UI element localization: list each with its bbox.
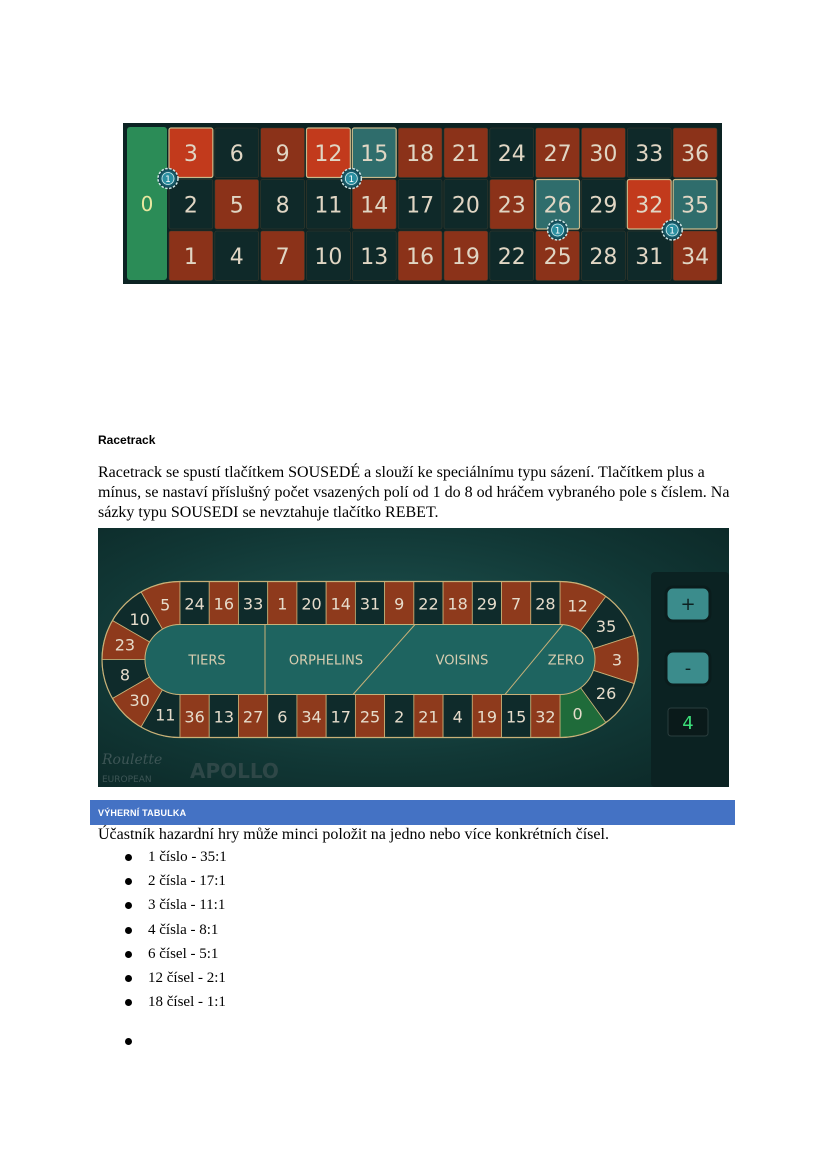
table-number: 1 xyxy=(183,244,198,270)
racetrack-number: 27 xyxy=(242,707,264,727)
chip-value: 1 xyxy=(554,226,561,237)
table-number: 2 xyxy=(183,193,198,219)
payout-title: VÝHERNÍ TABULKA xyxy=(98,808,187,818)
list-item: 2 čísla - 17:1 xyxy=(122,870,227,894)
racetrack-number: 3 xyxy=(611,650,623,670)
racetrack-number: 32 xyxy=(535,707,556,727)
neighbours-count: 4 xyxy=(682,713,694,734)
section-label-orphelins: ORPHELINS xyxy=(288,653,364,669)
racetrack-number: 12 xyxy=(567,596,588,616)
list-item: 12 čísel - 2:1 xyxy=(122,967,227,991)
table-number: 25 xyxy=(543,244,572,270)
table-number: 16 xyxy=(406,244,435,270)
table-number: 26 xyxy=(543,193,572,219)
chip-value: 1 xyxy=(165,175,171,185)
racetrack-number: 22 xyxy=(418,594,439,614)
chip-value: 1 xyxy=(669,226,676,237)
racetrack-number: 7 xyxy=(511,594,522,614)
table-number: 24 xyxy=(497,141,526,167)
table-number: 10 xyxy=(314,244,343,270)
chip-value: 1 xyxy=(348,175,355,185)
racetrack-number: 30 xyxy=(129,690,150,710)
racetrack-number: 6 xyxy=(277,707,288,727)
list-item: 3 čísla - 11:1 xyxy=(122,894,227,918)
table-number: 13 xyxy=(360,244,389,270)
racetrack-number: 9 xyxy=(394,594,405,614)
racetrack-number: 25 xyxy=(359,707,381,727)
racetrack-number: 33 xyxy=(242,594,264,614)
payout-list xyxy=(122,846,227,1055)
table-number: 33 xyxy=(635,141,664,167)
table-number: 34 xyxy=(681,244,710,270)
table-number: 5 xyxy=(229,193,244,219)
racetrack-number: 19 xyxy=(476,707,498,727)
racetrack-number: 1 xyxy=(277,594,288,614)
racetrack-number: 35 xyxy=(595,616,617,636)
racetrack-number: 15 xyxy=(505,707,527,727)
table-number: 11 xyxy=(314,193,343,219)
racetrack-heading: Racetrack xyxy=(98,433,156,447)
racetrack-number: 31 xyxy=(359,594,381,614)
table-number: 27 xyxy=(543,141,572,167)
racetrack-number: 16 xyxy=(213,594,235,614)
racetrack-number: 20 xyxy=(301,594,322,614)
racetrack-number: 21 xyxy=(418,707,439,727)
racetrack-image xyxy=(98,528,729,787)
roulette-betting-table xyxy=(123,123,722,284)
list-item: 6 čísel - 5:1 xyxy=(122,943,227,967)
racetrack-number: 11 xyxy=(155,705,176,725)
racetrack-number: 34 xyxy=(301,707,322,727)
table-number: 6 xyxy=(229,141,244,167)
racetrack-number: 2 xyxy=(394,707,405,727)
racetrack-number: 5 xyxy=(160,595,171,615)
table-number: 12 xyxy=(314,141,343,167)
table-number: 9 xyxy=(275,141,290,167)
racetrack-number: 36 xyxy=(184,707,205,727)
table-number: 7 xyxy=(275,244,290,270)
racetrack-number: 17 xyxy=(330,707,351,727)
table-number: 17 xyxy=(406,193,435,219)
logo-brand: APOLLO xyxy=(190,759,279,783)
table-number: 21 xyxy=(451,141,480,167)
racetrack-number: 10 xyxy=(129,610,150,630)
list-item: 18 čísel - 1:1 xyxy=(122,991,227,1015)
table-number: 29 xyxy=(589,193,618,219)
table-number: 31 xyxy=(635,244,664,270)
table-number: 28 xyxy=(589,244,618,270)
section-label-tiers: TIERS xyxy=(188,653,226,669)
racetrack-paragraph: Racetrack se spustí tlačítkem SOUSEDÉ a slouží ke speciálnímu typu sázení. Tlačítkem plus a mínus, se nastaví příslušný počet vsazených polí od 1 do 8 od hráčem vybraného pole s číslem. Na sázky typu SOUSEDI se nevztahuje tlačítko REBET. xyxy=(98,464,730,521)
section-label-voisins: VOISINS xyxy=(435,653,489,669)
racetrack-number: 28 xyxy=(535,594,556,614)
table-number: 36 xyxy=(681,141,710,167)
table-number: 4 xyxy=(229,244,244,270)
racetrack-number: 24 xyxy=(184,594,205,614)
table-number: 20 xyxy=(451,193,480,219)
racetrack-number: 14 xyxy=(330,594,351,614)
table-number: 19 xyxy=(451,244,480,270)
table-number: 22 xyxy=(497,244,526,270)
logo-sub: EUROPEAN xyxy=(102,775,152,785)
list-item: 4 čísla - 8:1 xyxy=(122,919,227,943)
racetrack-number: 8 xyxy=(119,665,131,685)
racetrack-number: 29 xyxy=(476,594,498,614)
racetrack-number: 23 xyxy=(114,635,136,655)
table-number: 35 xyxy=(681,193,710,219)
table-number: 23 xyxy=(497,193,526,219)
table-number: 18 xyxy=(406,141,435,167)
plus-button-label: + xyxy=(680,594,696,615)
table-number: 30 xyxy=(589,141,618,167)
list-item xyxy=(122,1030,227,1054)
racetrack-number: 0 xyxy=(572,704,583,724)
table-number: 14 xyxy=(360,193,389,219)
section-label-zero: ZERO xyxy=(547,653,585,669)
payout-intro: Účastník hazardní hry může minci položit na jedno nebo více konkrétních čísel. xyxy=(98,826,609,843)
table-number: 15 xyxy=(360,141,389,167)
racetrack-number: 18 xyxy=(447,594,468,614)
zero-label: 0 xyxy=(140,192,154,216)
table-number: 8 xyxy=(275,193,290,219)
table-number: 32 xyxy=(635,193,664,219)
minus-button-label: - xyxy=(684,658,692,679)
racetrack-number: 13 xyxy=(213,707,235,727)
list-item: 1 číslo - 35:1 xyxy=(122,846,227,870)
racetrack-number: 4 xyxy=(452,707,463,727)
payout-table-heading xyxy=(90,800,735,825)
table-number: 3 xyxy=(183,141,198,167)
logo-script: Roulette xyxy=(102,752,163,768)
racetrack-number: 26 xyxy=(595,684,617,704)
